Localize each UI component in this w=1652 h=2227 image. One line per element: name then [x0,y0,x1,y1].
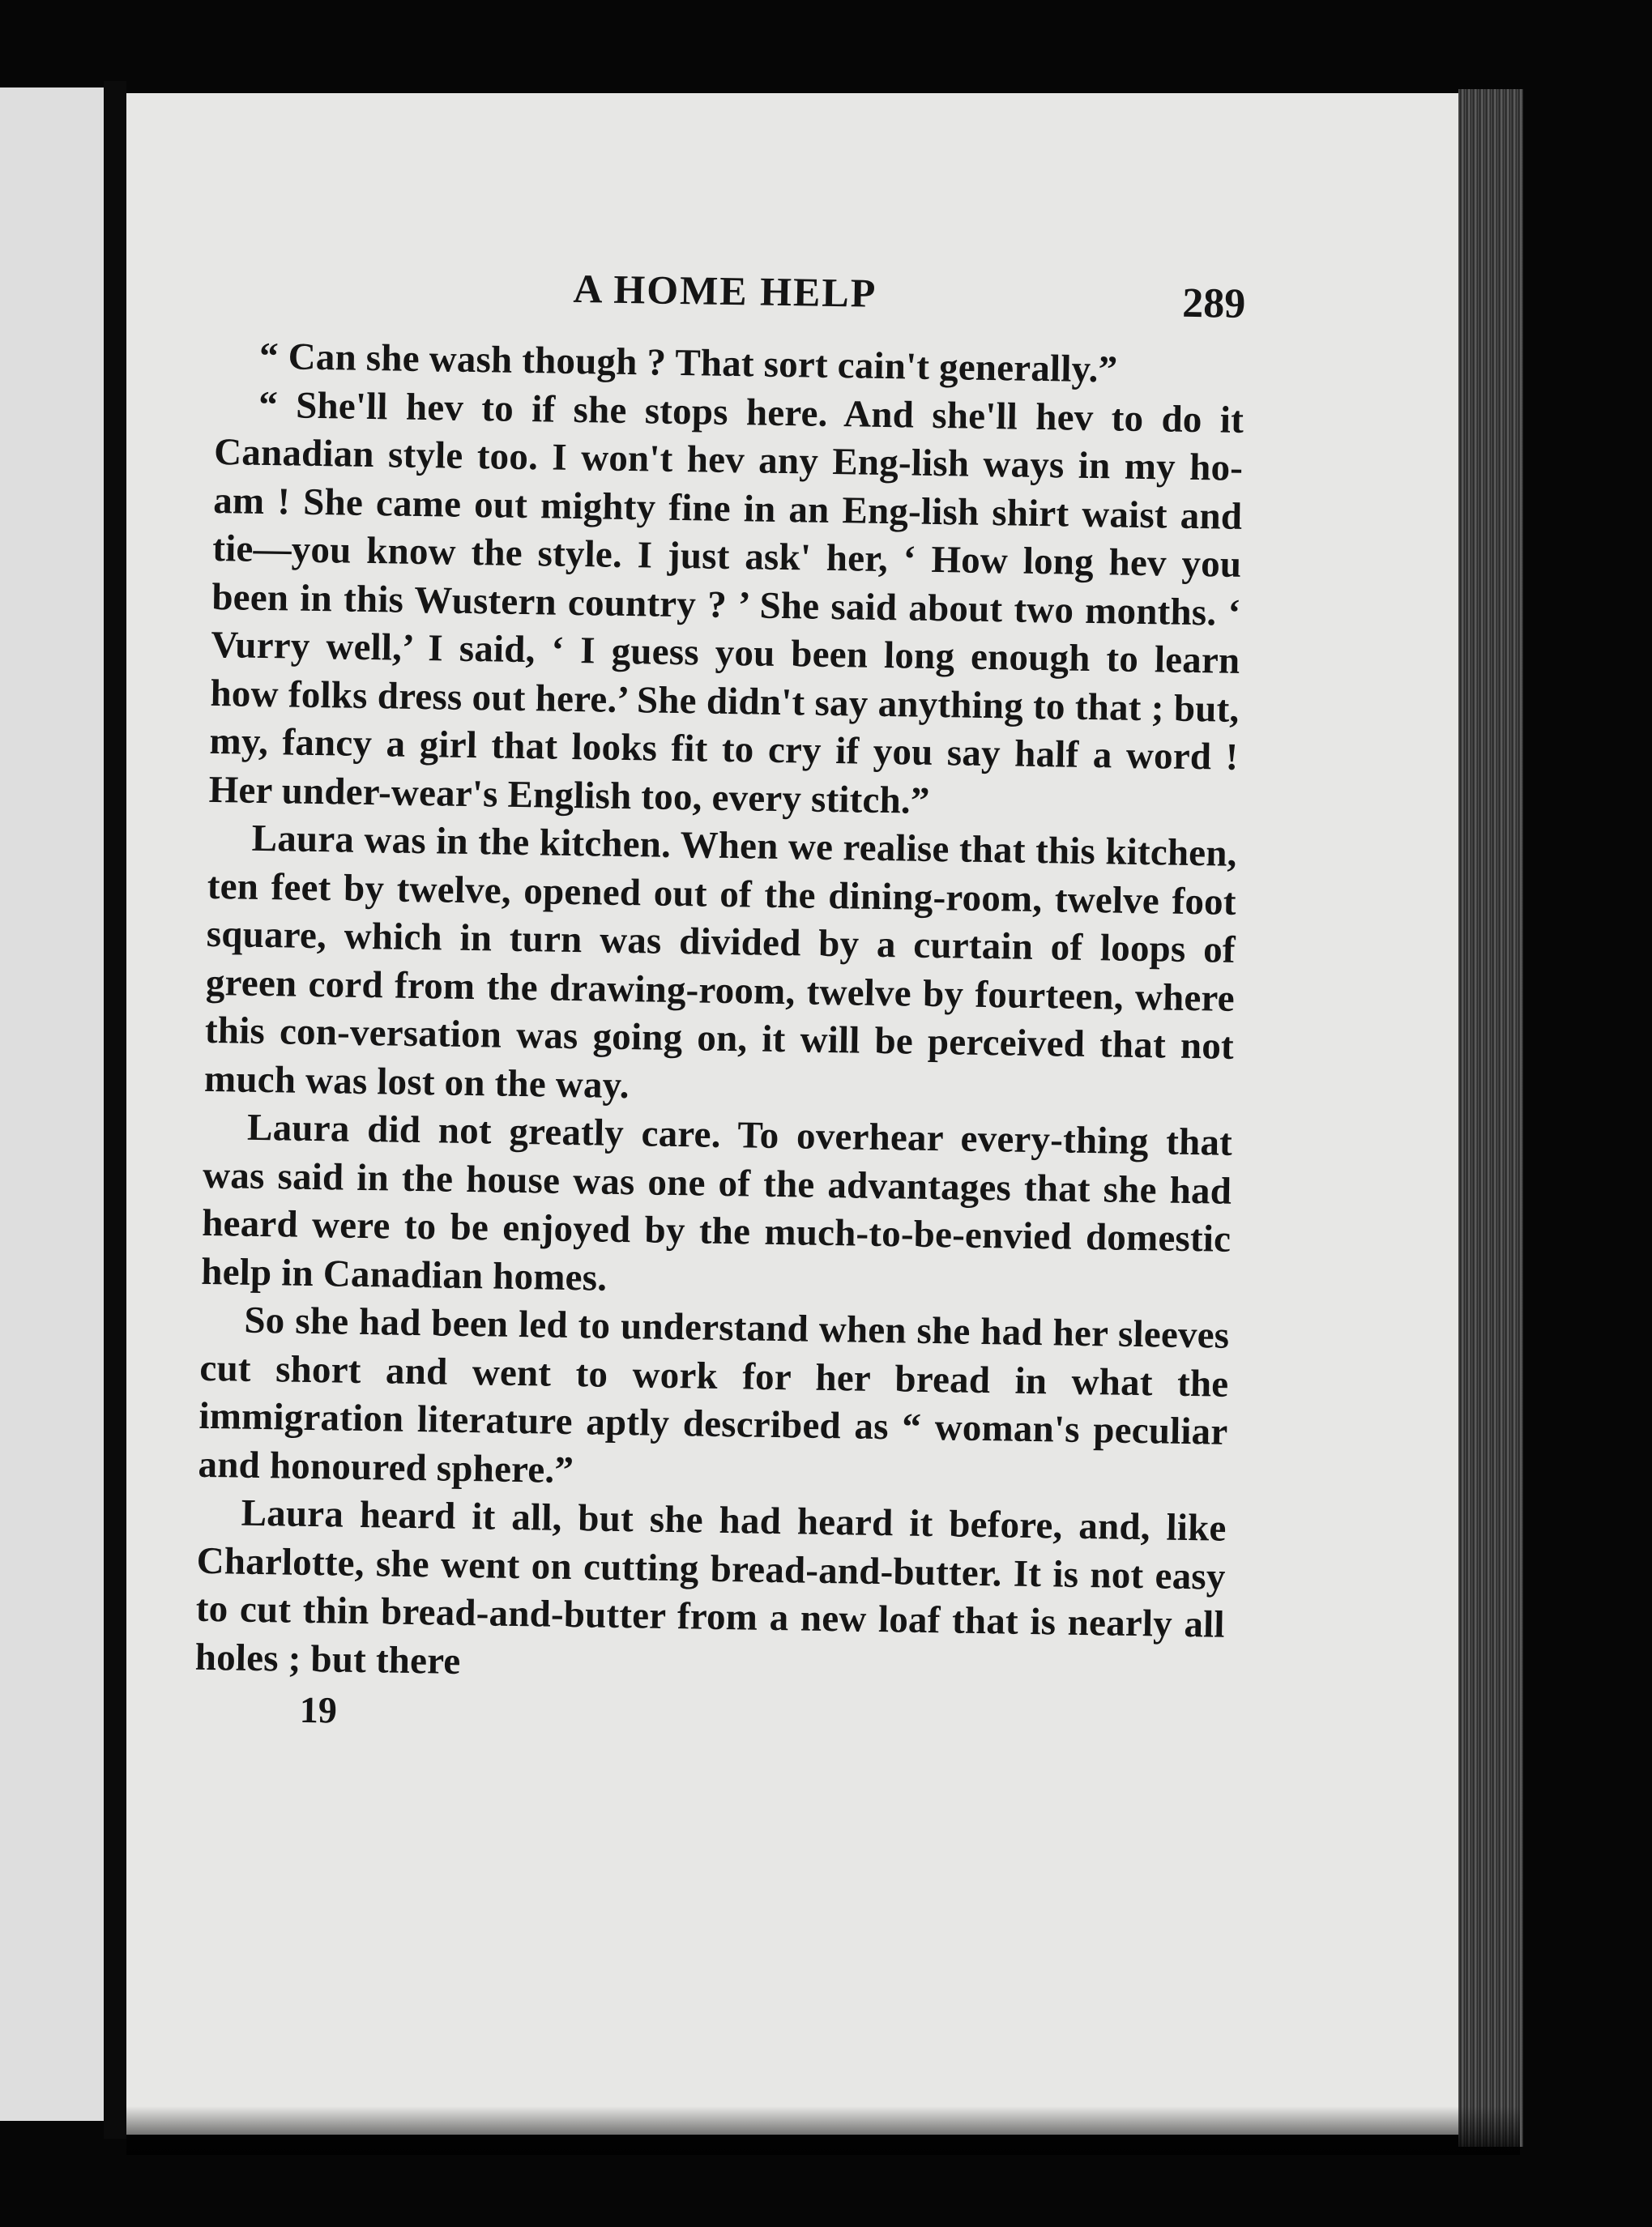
paragraph-3: Laura was in the kitchen. When we realise that this kitchen, ten feet by twelve, opened out of the dining-room, twelve foot square, which in turn was divided by a curtain of loops of green cord from the drawing-room, twelve by fourteen, where this con-versation was going on, it will be perceived that not much was lost on the way. [203,817,1238,1107]
signature-mark: 19 [299,1688,338,1731]
running-title: A HOME HELP [573,265,877,316]
book-gutter [104,81,126,2139]
paragraph-6: Laura heard it all, but she had heard it before, and, like Charlotte, she went on cutting bread-and-butter. It is not easy to cut thin bread-and-butter from a new loaf that is nearly all holes ; but there [194,1491,1227,1683]
paragraph-2: “ She'll hev to if she stops here. And she'll hev to do it Canadian style too. I won't hev any Eng-lish ways in my ho-am ! She came out mighty fine in an Eng-lish shirt waist and tie—you know the style. I just ask' her, ‘ How long hev you been in this Wustern country ? ’ She said about two months. ‘ Vurry well,’ I said, ‘ I guess you been long enough to learn how folks dress out here.’ She didn't say anything to that ; but, my, fancy a girl that looks fit to cry if you say half a word ! Her under-wear's English too, every stitch.” [208,383,1244,822]
paragraph-1: “ Can she wash though ? That sort cain't generally.” [258,335,1118,391]
paragraph-4: Laura did not greatly care. To overhear every-thing that was said in the house was one of the advantages that she had heard were to be enjoyed by the much-to-be-envied domestic help in Canadian homes. [200,1106,1233,1299]
previous-page-edge [0,87,105,2121]
bottom-shadow [126,2106,1520,2155]
page-text-block [194,259,1245,1746]
page-edges [1458,89,1523,2147]
page-number: 289 [1181,279,1246,327]
paragraph-5: So she had been led to understand when she had her sleeves cut short and went to work for her bread in what the immigration literature aptly described as “ woman's peculiar and honoured sphere.” [198,1299,1230,1491]
